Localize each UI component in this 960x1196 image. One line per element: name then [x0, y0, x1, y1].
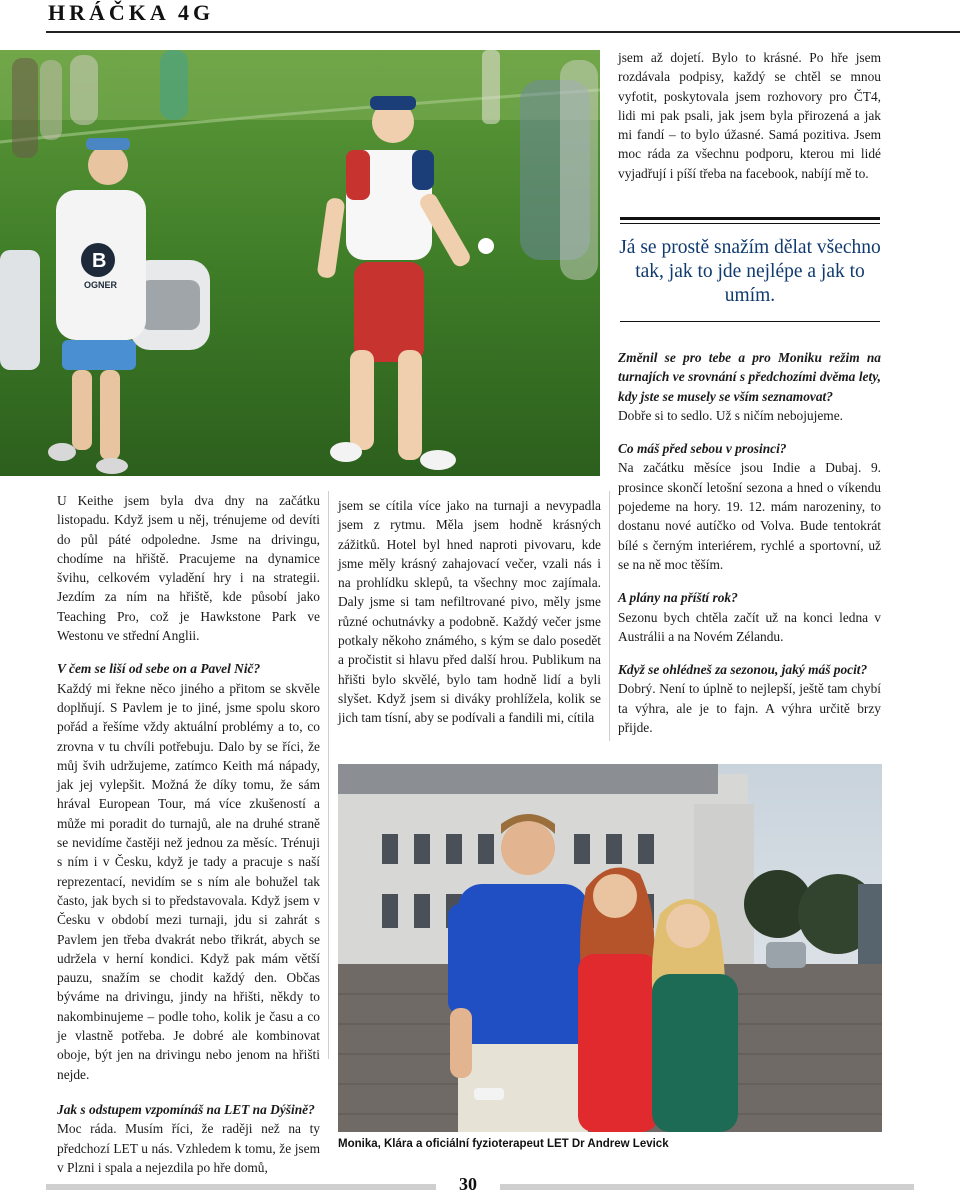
footer-bar-right — [500, 1184, 914, 1190]
section-title: HRÁČKA 4G — [48, 0, 215, 25]
golf-course-photo — [0, 50, 600, 476]
page-number: 30 — [459, 1174, 477, 1194]
footer-bar-left — [46, 1184, 436, 1190]
interview-question: Změnil se pro tebe a pro Moniku režim na turnajích ve srovnání s předchozími dvěma lety, kdy jste se musely se vším seznamovat? — [618, 350, 881, 404]
interview-answer: Sezonu bych chtěla začít už na konci ledna v Austrálii a na Novém Zélandu. — [618, 609, 881, 644]
pull-quote-rule-top-thin — [620, 223, 880, 224]
interview-question: Když se ohlédneš za sezonou, jaký máš pocit? — [618, 662, 868, 678]
middle-column: jsem se cítila více jako na turnaji a nevypadla jsem z rytmu. Měla jsem hodně krásných zážitků. Hotel byl hned naproti pivovaru, kde jsme měly krásný zahajovací večer, vzali nás i na prohlídku sklepů, ta všechny moc zajímala. Daly jsme si tam nefiltrované pivo, měly jsme různé ochutnávky a podobně. Každý večer jsme potkaly někoho známého, s kým se dalo posedět a pročistit si hlavu před další hrou. Publikum na hřišti bylo skvělé, bylo tam hodně lidí a byli slyšet. Když jsem si diváky prohlížela, kolik se jich tam tísní, aby se podívali a fandili mi, cítila — [338, 498, 601, 726]
pull-quote: Já se prostě snažím dělat všechno tak, jak to jde nejlépe a jak to umím. — [619, 237, 881, 306]
pull-quote-rule-top — [620, 217, 880, 220]
column-separator — [609, 491, 610, 741]
photo-caption: Monika, Klára a oficiální fyzioterapeut LET Dr Andrew Levick — [338, 1138, 669, 1150]
interview-answer: Na začátku měsíce jsou Indie a Dubaj. 9. prosince skončí letošní sezona a hned o víkendu pojedeme na hory. 19. 12. mám narozeniny, to dostanu nové autíčko od Volva. Bude tentokrát bílé s černým interiérem, rychlé a sportovní, už se na ně moc těším. — [618, 460, 881, 572]
interview-question: V čem se liší od sebe on a Pavel Nič? — [57, 661, 261, 677]
header-rule — [46, 31, 960, 33]
pull-quote-rule-bottom — [620, 321, 880, 322]
right-top-paragraph: jsem až dojetí. Bylo to krásné. Po hře jsem rozdávala podpisy, každý se chtěl se mnou vyfotit, poskytovala jsem rozhovory pro ČT4, lidi mi pak psali, jak jsem byla přirozená a jak mi fandí – to bylo úžasné. Samá pozitiva. Jsem moc ráda za všechnu podporu, kterou mi lidé vyjadřují i píší třeba na facebook, nabíjí mě to. — [618, 50, 881, 181]
interview-question: Co máš před sebou v prosinci? — [618, 441, 787, 457]
interview-answer: Každý mi řekne něco jiného a přitom se skvěle doplňují. S Pavlem je to jiné, jsme spolu skoro pořád a řešíme vždy aktuální problémy a to, co zrovna v tu chvíli potřebuju. Dalo by se říci, že můj švih udržujeme, zatímco Keith má nápady, jak jej vylepšit. Možná že díky tomu, že sám hrával European Tour, má více zkušeností a může mi poradit do turnajů, ale na druhé straně se nevidíme častěji než jednou za měsíc. Trénuji s ním i v Česku, když je tady a pracuje s naší reprezentací, nevidím se s ním ale bohužel tak často, jak bych si to představovala. Když jsem v Česku v období mezi turnaji, jdu si zahrát s Pavlem jen třeba dvakrát nebo třikrát, abych se udržela v herní kondici. Když pak mám větší pauzu, snažím se chodit každý den. Občas býváme na drivingu, jindy na hřišti, někdy to nakombinujeme – podle toho, kolik je času a co je vlastně potřeba. Je dobré ale kombinovat oboje, být jen na drivingu nebo jenom na hřišti nejde. — [57, 680, 320, 1082]
left-column — [57, 491, 320, 1177]
caddie-bib-text: OGNER — [84, 280, 118, 290]
interview-answer: Dobrý. Není to úplně to nejlepší, ještě tam chybí ta výhra, ale je to fajn. A výhra určitě brzy přijde. — [618, 681, 881, 736]
interview-answer: Moc ráda. Musím říci, že raději než na ty předchozí LET u nás. Vzhledem k tomu, že jsem v Plzni i spala a nejezdila po hře domů, — [57, 1121, 320, 1175]
left-intro-paragraph: U Keithe jsem byla dva dny na začátku listopadu. Když jsem u něj, trénujeme od devíti do půl páté odpoledne. Jsme na drivingu, chodíme na hřiště. Pracujeme na dynamice švihu, celkovém vyladění hry i na strategii. Jezdím za ním na hřiště, kde působí jako Teaching Pro, což je Hawkstone Park ve Westonu ve střední Anglii. — [57, 493, 320, 644]
group-photo — [338, 764, 882, 1132]
interview-answer: Dobře si to sedlo. Už s ničím nebojujeme. — [618, 407, 843, 423]
interview-question: Jak s odstupem vzpomínáš na LET na Dýšině? — [57, 1101, 315, 1117]
column-separator — [328, 491, 329, 1059]
interview-question: A plány na příští rok? — [618, 590, 738, 606]
svg-text:B: B — [92, 250, 107, 272]
right-interview-column — [618, 348, 881, 737]
